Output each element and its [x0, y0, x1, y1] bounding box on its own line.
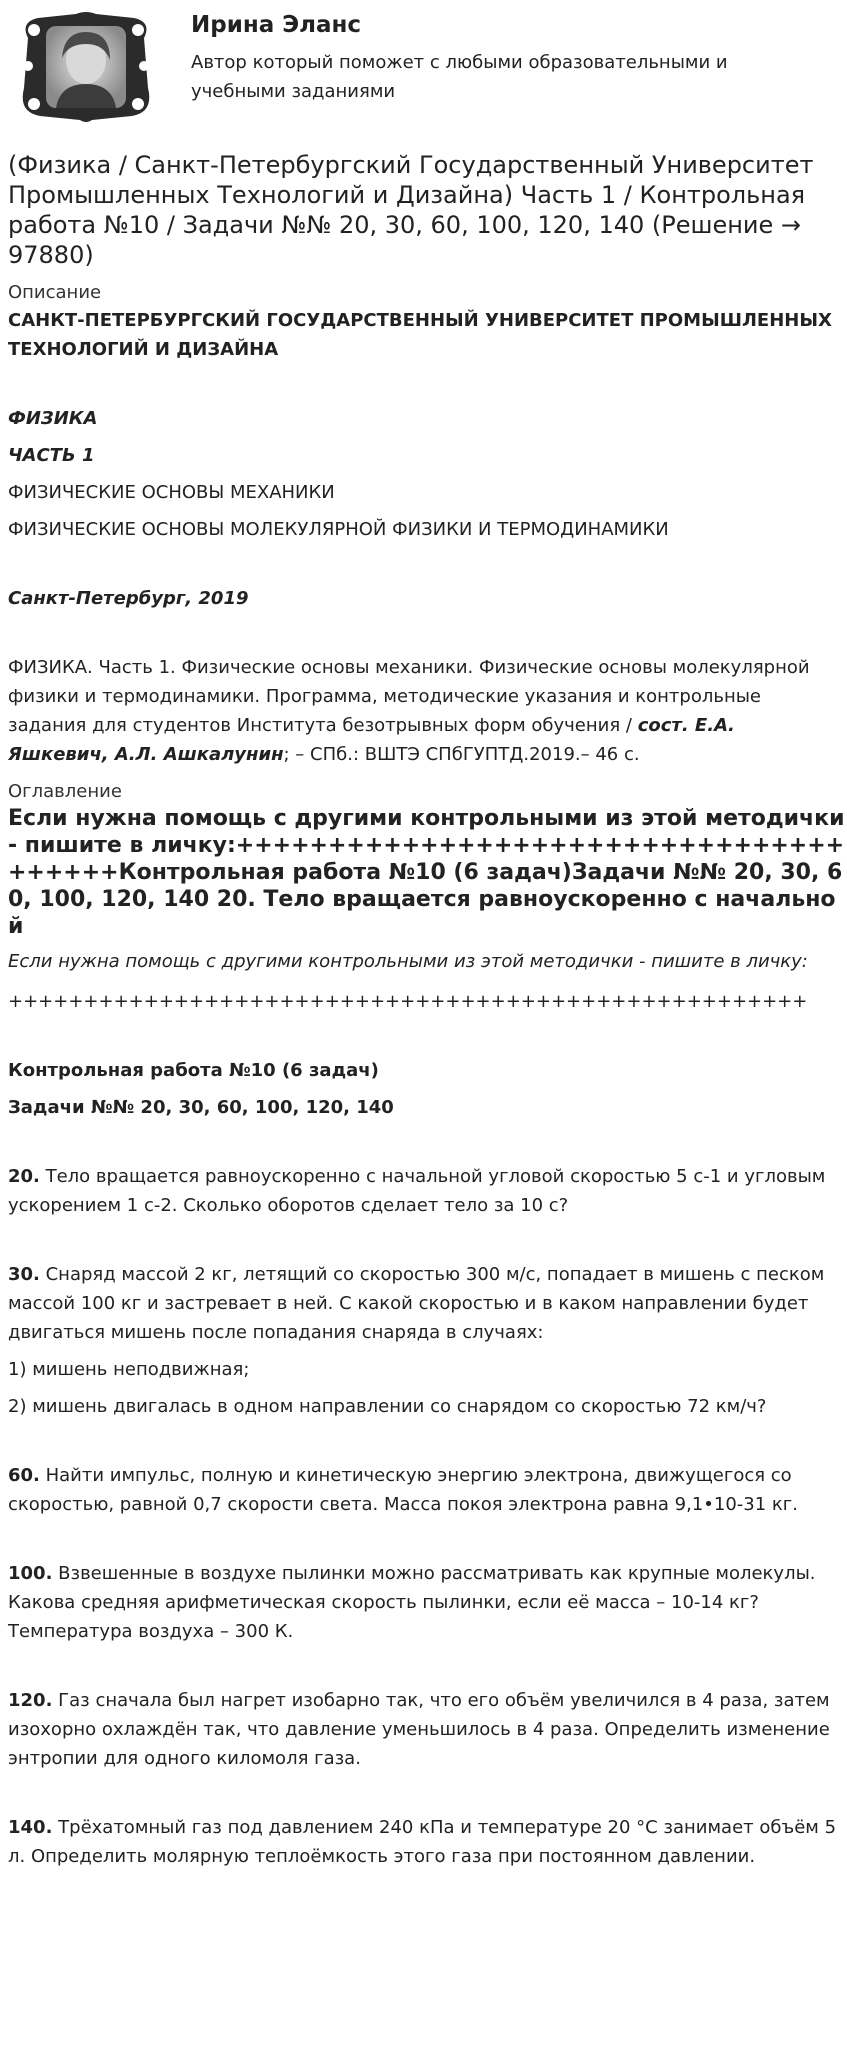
author-name[interactable]: Ирина Эланс: [191, 12, 362, 38]
bibliography-start: ФИЗИКА. Часть 1. Физические основы механики. Физические основы молекулярной физики и термодинамики. Программа, методические указания и контрольные задания для студентов Института безотрывных форм обучения /: [8, 657, 810, 736]
spacer: [8, 1016, 839, 1056]
spacer: [8, 544, 839, 584]
spacer: [8, 1421, 839, 1461]
description-label: Описание: [8, 282, 102, 303]
bibliography-end: ; – СПб.: ВШТЭ СПбГУПТД.2019.– 46 с.: [283, 744, 640, 765]
spacer: [8, 1122, 839, 1162]
problem-text: Снаряд массой 2 кг, летящий со скоростью 300 м/с, попадает в мишень с песком массой 100 кг и застревает в ней. С какой скоростью и в каком направлении будет двигаться мишень после попадания снаряда в случаях:: [8, 1264, 825, 1343]
problem-140: [8, 1813, 839, 1871]
spacer: [8, 1773, 839, 1813]
problem-number: 140.: [8, 1817, 53, 1838]
university-name: САНКТ-ПЕТЕРБУРГСКИЙ ГОСУДАРСТВЕННЫЙ УНИВЕРСИТЕТ ПРОМЫШЛЕННЫХ ТЕХНОЛОГИЙ И ДИЗАЙНА: [8, 310, 832, 360]
problem-30-case-1: 1) мишень неподвижная;: [8, 1359, 250, 1380]
problem-text: Газ сначала был нагрет изобарно так, что его объём увеличился в 4 раза, затем изохорно охлаждён так, что давление уменьшилось в 4 раза. Определить изменение энтропии для одного киломоля газа.: [8, 1690, 830, 1769]
page-title: (Физика / Санкт-Петербургский Государственный Университет Промышленных Технологий и Дизайна) Часть 1 / Контрольная работа №10 / Задачи №№ 20, 30, 60, 100, 120, 140 (Решение → 97880): [8, 151, 814, 269]
problem-number: 120.: [8, 1690, 53, 1711]
problem-text: Взвешенные в воздухе пылинки можно рассматривать как крупные молекулы. Какова средняя арифметическая скорость пылинки, если её масса – 10-14 кг? Температура воздуха – 300 К.: [8, 1563, 816, 1642]
spacer: [8, 1220, 839, 1260]
help-note: Если нужна помощь с другими контрольными из этой методички - пишите в личку:: [8, 951, 808, 972]
city-year: Санкт-Петербург, 2019: [8, 588, 249, 609]
plus-separator: +++++++++++++++++++++++++++++++++++++++++++++++++++++: [8, 991, 808, 1012]
bibliography-authors: сост. Е.А. Яшкевич, А.Л. Ашкалунин: [8, 715, 735, 765]
part-heading: ЧАСТЬ 1: [8, 445, 95, 466]
spacer: [8, 1519, 839, 1559]
problem-number: 30.: [8, 1264, 40, 1285]
problem-100: [8, 1559, 839, 1646]
toc-heading: Если нужна помощь с другими контрольными из этой методички - пишите в личку:+++++++++++++++++++++++++++++++++++++++Контрольная работа №10 (6 задач)Задачи №№ 20, 30, 60, 100, 120, 140 20. Тело вращается равноускоренно с начальной: [8, 806, 845, 939]
problem-120: [8, 1686, 839, 1773]
problem-30-case-2: 2) мишень двигалась в одном направлении со снарядом со скоростью 72 км/ч?: [8, 1396, 767, 1417]
bibliography: [8, 653, 839, 769]
problem-number: 20.: [8, 1166, 40, 1187]
subject-heading: ФИЗИКА: [8, 408, 98, 429]
spacer: [8, 613, 839, 653]
tasks-list: Задачи №№ 20, 30, 60, 100, 120, 140: [8, 1097, 394, 1118]
section-thermodynamics: ФИЗИЧЕСКИЕ ОСНОВЫ МОЛЕКУЛЯРНОЙ ФИЗИКИ И ТЕРМОДИНАМИКИ: [8, 519, 669, 540]
author-card: [8, 0, 839, 132]
problem-number: 100.: [8, 1563, 53, 1584]
author-avatar[interactable]: [16, 8, 156, 126]
work-title: Контрольная работа №10 (6 задач): [8, 1060, 379, 1081]
problem-30: [8, 1260, 839, 1347]
spacer: [8, 364, 839, 404]
problem-text: Тело вращается равноускоренно с начальной угловой скоростью 5 с-1 и угловым ускорением 1 с-2. Сколько оборотов сделает тело за 10 с?: [8, 1166, 826, 1216]
author-description: Автор который поможет с любыми образовательными и учебными заданиями: [191, 52, 728, 102]
toc-label: Оглавление: [8, 781, 122, 802]
problem-60: [8, 1461, 839, 1519]
problem-text: Трёхатомный газ под давлением 240 кПа и температуре 20 °С занимает объём 5 л. Определить молярную теплоёмкость этого газа при постоянном давлении.: [8, 1817, 837, 1867]
section-mechanics: ФИЗИЧЕСКИЕ ОСНОВЫ МЕХАНИКИ: [8, 482, 335, 503]
problem-20: [8, 1162, 839, 1220]
problem-number: 60.: [8, 1465, 40, 1486]
spacer: [8, 1646, 839, 1686]
problem-text: Найти импульс, полную и кинетическую энергию электрона, движущегося со скоростью, равной 0,7 скорости света. Масса покоя электрона равна 9,1•10-31 кг.: [8, 1465, 798, 1515]
